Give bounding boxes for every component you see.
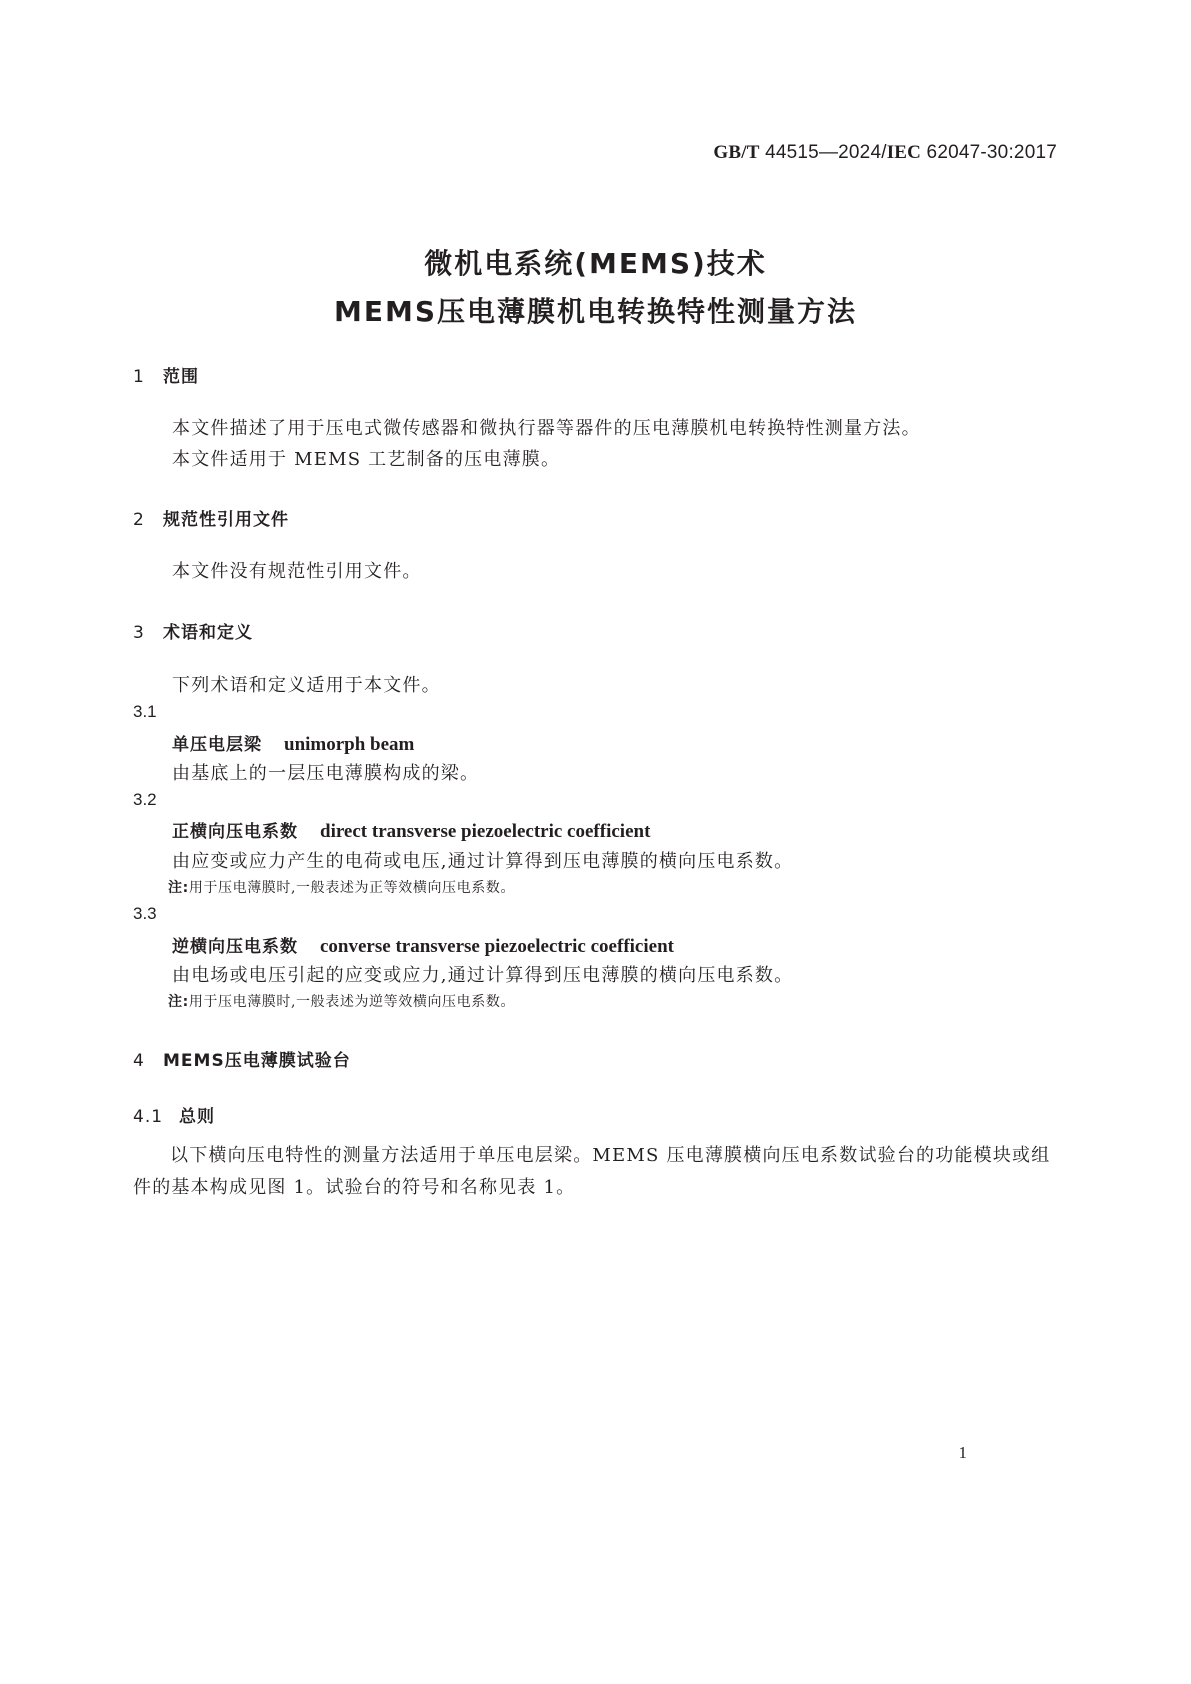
term-3-1-definition: 由基底上的一层压电薄膜构成的梁。 — [172, 763, 480, 784]
document-number: GB/T 44515—2024/IEC 62047-30:2017 — [713, 142, 1057, 163]
section-1-paragraph-2: 本文件适用于 MEMS 工艺制备的压电薄膜。 — [172, 449, 561, 470]
term-3-3-note: 注:用于压电薄膜时,一般表述为逆等效横向压电系数。 — [168, 994, 516, 1010]
term-3-1-number: 3.1 — [133, 702, 157, 721]
term-3-3-title: 逆横向压电系数 converse transverse piezoelectric coefficient — [172, 936, 674, 957]
document-title-line2: MEMS压电薄膜机电转换特性测量方法 — [333, 295, 858, 328]
section-1-heading: 1 范围 — [133, 367, 199, 387]
section-2-paragraph-1: 本文件没有规范性引用文件。 — [172, 561, 422, 582]
document-title-line1: 微机电系统(MEMS)技术 — [424, 247, 767, 280]
page-number: 1 — [958, 1443, 967, 1462]
section-3-paragraph-1: 下列术语和定义适用于本文件。 — [172, 675, 441, 696]
term-3-2-title: 正横向压电系数 direct transverse piezoelectric coefficient — [172, 821, 651, 842]
term-3-2-number: 3.2 — [133, 790, 157, 809]
section-4-1-heading: 4.1 总则 — [133, 1107, 215, 1127]
term-3-3-number: 3.3 — [133, 904, 157, 923]
term-3-2-definition: 由应变或应力产生的电荷或电压,通过计算得到压电薄膜的横向压电系数。 — [172, 851, 794, 872]
section-4-1-paragraph-1: 以下横向压电特性的测量方法适用于单压电层梁。MEMS 压电薄膜横向压电系数试验台的功能模块或组件的基本构成见图 1。试验台的符号和名称见表 1。 — [133, 1145, 1051, 1198]
term-3-2-note: 注:用于压电薄膜时,一般表述为正等效横向压电系数。 — [168, 880, 516, 896]
term-3-1-title: 单压电层梁 unimorph beam — [172, 734, 415, 755]
section-1-paragraph-1: 本文件描述了用于压电式微传感器和微执行器等器件的压电薄膜机电转换特性测量方法。 — [172, 418, 921, 439]
section-4-heading: 4 MEMS压电薄膜试验台 — [133, 1051, 351, 1071]
section-3-heading: 3 术语和定义 — [133, 623, 253, 643]
term-3-3-definition: 由电场或电压引起的应变或应力,通过计算得到压电薄膜的横向压电系数。 — [172, 965, 794, 986]
section-2-heading: 2 规范性引用文件 — [133, 510, 289, 530]
